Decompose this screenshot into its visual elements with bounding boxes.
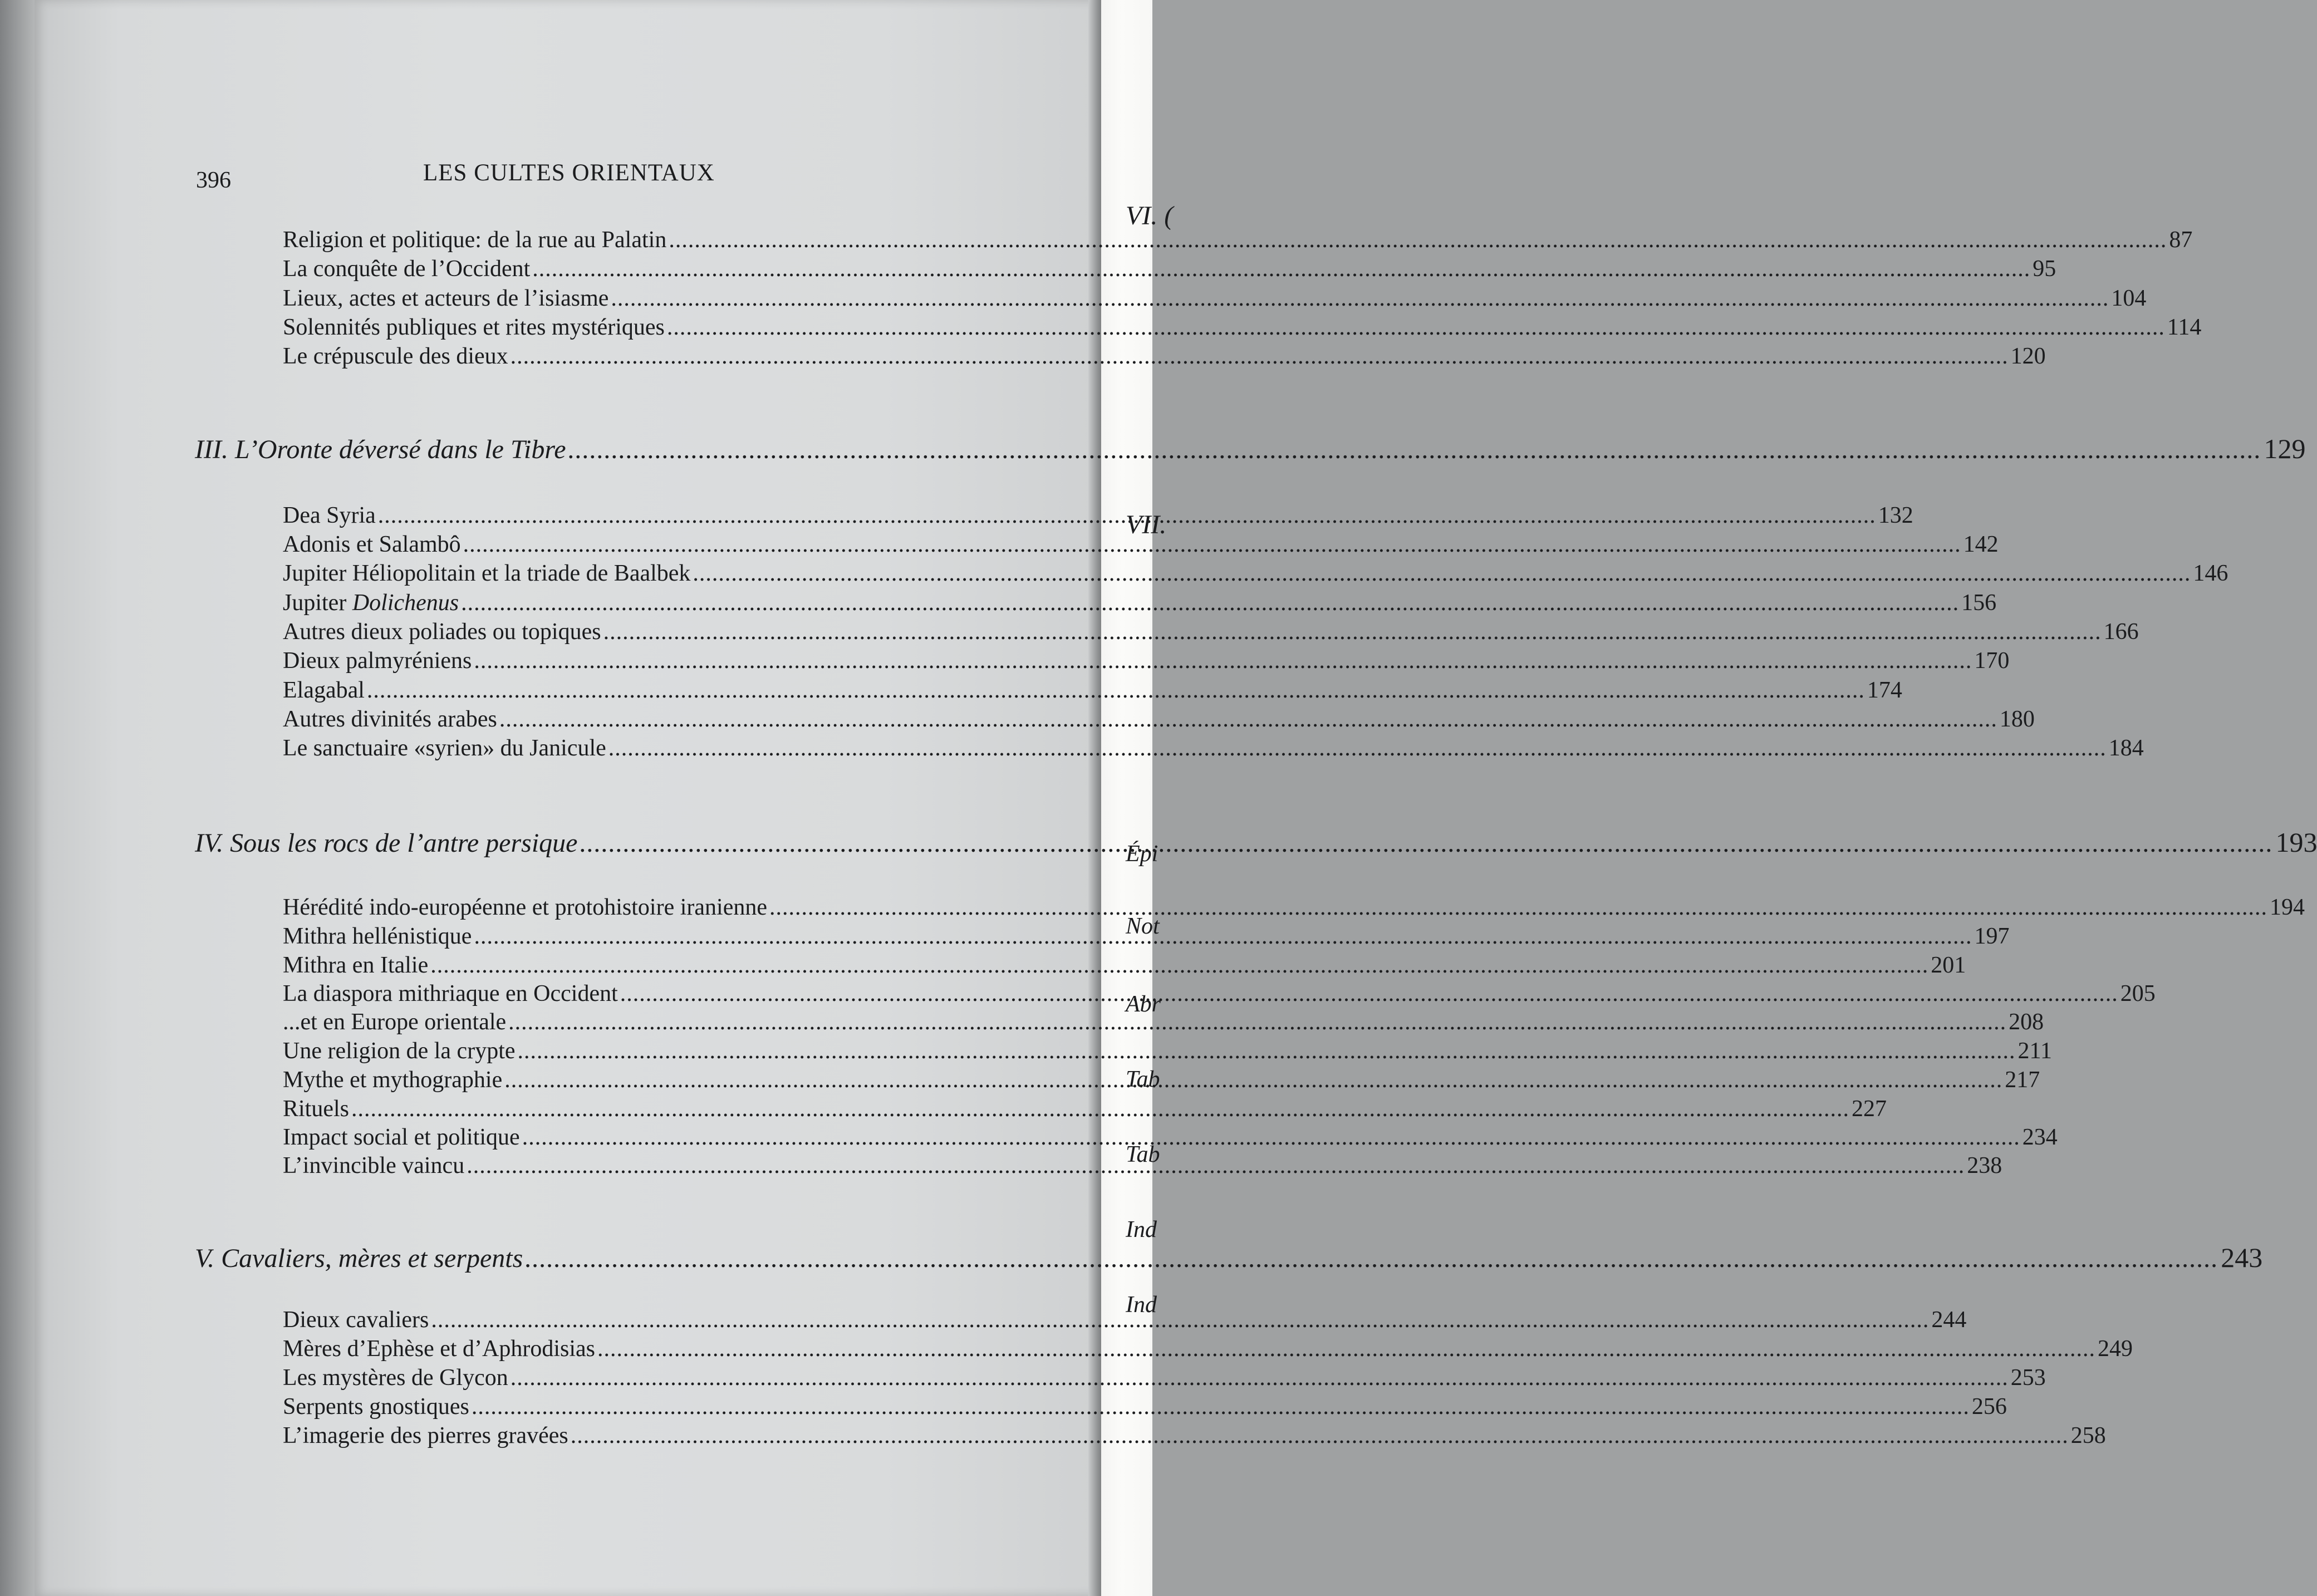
leader-dots [603,617,2102,646]
right-page-fragment: Tab [1126,1142,1160,1167]
right-page-fragment: Ind [1126,1292,1157,1318]
toc-entry-title: Jupiter Héliopolitain et la triade de Baalbek [283,561,691,586]
right-page-fragment: Abr [1126,991,1161,1017]
toc-entry-page: 170 [1974,648,2010,674]
toc-entry-page: 184 [2108,735,2144,761]
toc-entry [283,1334,2133,1363]
toc-entry-page: 249 [2098,1336,2133,1362]
toc-entry-title: Autres divinités arabes [283,706,497,732]
toc-chapter-heading [195,432,2306,466]
leader-dots [525,1242,2218,1275]
toc-entry-page: 217 [2005,1067,2040,1093]
toc-entry-title: L’invincible vaincu [283,1153,465,1178]
toc-entry-page: 238 [1967,1153,2002,1178]
leader-dots [769,893,2267,922]
toc-entry-page: 227 [1852,1096,1887,1122]
leader-dots [461,588,1959,617]
toc-entry-title: Impact social et politique [283,1124,520,1150]
toc-entry-page: 95 [2033,256,2056,282]
toc-entry-page: 166 [2103,619,2139,645]
leader-dots [431,1305,1929,1334]
toc-entry-title: Hérédité indo-européenne et protohistoire iranienne [283,895,767,920]
leader-dots [504,1065,2002,1094]
toc-entry-title: La conquête de l’Occident [283,256,531,282]
toc-entry-title: Autres dieux poliades ou topiques [283,619,601,645]
toc-entry [283,734,2144,763]
toc-entry-title: Une religion de la crypte [283,1038,516,1064]
toc-entry-title: Rituels [283,1096,350,1122]
toc-entry [283,676,1902,705]
toc-entry-title: La diaspora mithriaque en Occident [283,981,618,1006]
toc-chapter-heading [195,1241,2263,1275]
toc-entry-title: L’imagerie des pierres gravées [283,1423,568,1448]
toc-entry-page: 142 [1963,532,1999,557]
right-page-fragment: Épi [1126,841,1158,867]
toc-entry-page: 197 [1974,924,2010,949]
toc-entry-title: Dieux cavaliers [283,1307,429,1333]
chapter-title: III. L’Oronte déversé dans le Tibre [195,435,566,464]
toc-entry-title-roman: Jupiter [283,590,347,616]
leader-dots [518,1037,2016,1065]
toc-entry [283,254,2056,283]
leader-dots [499,705,1997,734]
toc-entry [283,1421,2106,1450]
leader-dots [580,827,2273,860]
toc-entry-title: Le crépuscule des dieux [283,343,508,369]
toc-entry-title: ...et en Europe orientale [283,1009,507,1035]
chapter-page: 129 [2264,433,2306,464]
toc-entry [283,1363,2046,1392]
leader-dots [474,922,1972,951]
toc-entry-title: Mithra hellénistique [283,924,472,949]
toc-entry-title: Adonis et Salambô [283,532,461,557]
toc-entry-page: 146 [2193,561,2228,586]
toc-entry-page: 174 [1867,677,1902,703]
toc-entry [283,1094,1887,1123]
running-head: LES CULTES ORIENTAUX [423,160,715,186]
toc-entry-page: 211 [2017,1038,2052,1064]
toc-entry-page: 244 [1931,1307,1967,1333]
chapter-page: 243 [2221,1242,2263,1273]
leader-dots [522,1123,2020,1152]
leader-dots [532,254,2030,283]
leader-dots [510,342,2009,371]
leader-dots [463,530,1961,559]
chapter-page: 193 [2275,827,2317,858]
toc-entry-title: Mithra en Italie [283,952,429,978]
right-page-fragment: VII. [1126,510,1167,539]
leader-dots [693,559,2191,588]
leader-dots [472,1392,1970,1421]
toc-entry-page: 234 [2022,1124,2058,1150]
toc-entry-page: 194 [2269,895,2305,920]
right-page-fragment: Ind [1126,1217,1157,1243]
toc-entry-page: 208 [2009,1009,2044,1035]
toc-entry-title: Mères d’Ephèse et d’Aphrodisias [283,1336,596,1362]
toc-entry [283,588,1997,617]
toc-entry-page: 180 [1999,706,2035,732]
leader-dots [608,734,2107,763]
toc-entry [283,559,2228,588]
toc-entry [283,530,1999,559]
toc-entry [283,1392,2007,1421]
toc-entry [283,705,2035,734]
toc-entry-page: 156 [1961,590,1997,616]
leader-dots [367,676,1865,705]
right-page-fragment: Not [1126,914,1160,939]
right-page-fragment: Tab [1126,1067,1160,1092]
toc-entry-title-italic: Dolichenus [352,590,459,616]
toc-entry-page: 120 [2010,343,2046,369]
toc-entry-page: 114 [2167,315,2202,340]
toc-entry-title: Dieux palmyréniens [283,648,472,674]
right-page-fragment: VI. ( [1126,201,1174,230]
toc-entry [283,617,2139,646]
leader-dots [568,433,2262,466]
toc-entry-title: Religion et politique: de la rue au Palatin [283,227,667,253]
toc-entry-title: Dea Syria [283,503,376,528]
toc-entry-title: Mythe et mythographie [283,1067,503,1093]
toc-entry-page: 132 [1878,503,1913,528]
leader-dots [669,225,2167,254]
toc-entry [283,951,1966,980]
toc-entry-title [283,588,459,617]
toc-entry-page: 201 [1931,952,1966,978]
leader-dots [474,646,1972,675]
toc-entry-page: 253 [2010,1365,2046,1391]
chapter-title: IV. Sous les rocs de l’antre persique [195,828,578,858]
toc-entry-page: 258 [2070,1423,2106,1448]
toc-entry-page: 104 [2111,286,2147,311]
leader-dots [430,951,1928,980]
toc-entry-title: Solennités publiques et rites mystériques [283,315,665,340]
toc-entry [283,1008,2044,1037]
toc-entry-title: Lieux, actes et acteurs de l’isiasme [283,286,609,311]
toc-entry-title: Serpents gnostiques [283,1394,469,1420]
leader-dots [351,1094,1849,1123]
chapter-title: V. Cavaliers, mères et serpents [195,1244,523,1273]
toc-entry-title: Les mystères de Glycon [283,1365,508,1391]
toc-entry-page: 205 [2120,981,2156,1006]
toc-entry-title: Le sanctuaire «syrien» du Janicule [283,735,606,761]
leader-dots [571,1421,2069,1450]
toc-entry-page: 87 [2169,227,2193,253]
toc-entry [283,1123,2058,1152]
toc-entry-page: 256 [1971,1394,2007,1420]
toc-entry [283,284,2147,313]
leader-dots [620,979,2118,1008]
leader-dots [611,284,2109,313]
toc-entry [283,1037,2052,1065]
toc-entry [283,646,2010,675]
leader-dots [508,1008,2006,1037]
toc-entry [283,893,2305,922]
leader-dots [510,1363,2009,1392]
leader-dots [467,1151,1965,1180]
toc-entry [283,313,2202,342]
toc-entry [283,342,2046,371]
page-number: 396 [196,168,231,193]
toc-entry-title: Elagabal [283,677,365,703]
leader-dots [597,1334,2095,1363]
leader-dots [667,313,2165,342]
toc-entry [283,225,2193,254]
